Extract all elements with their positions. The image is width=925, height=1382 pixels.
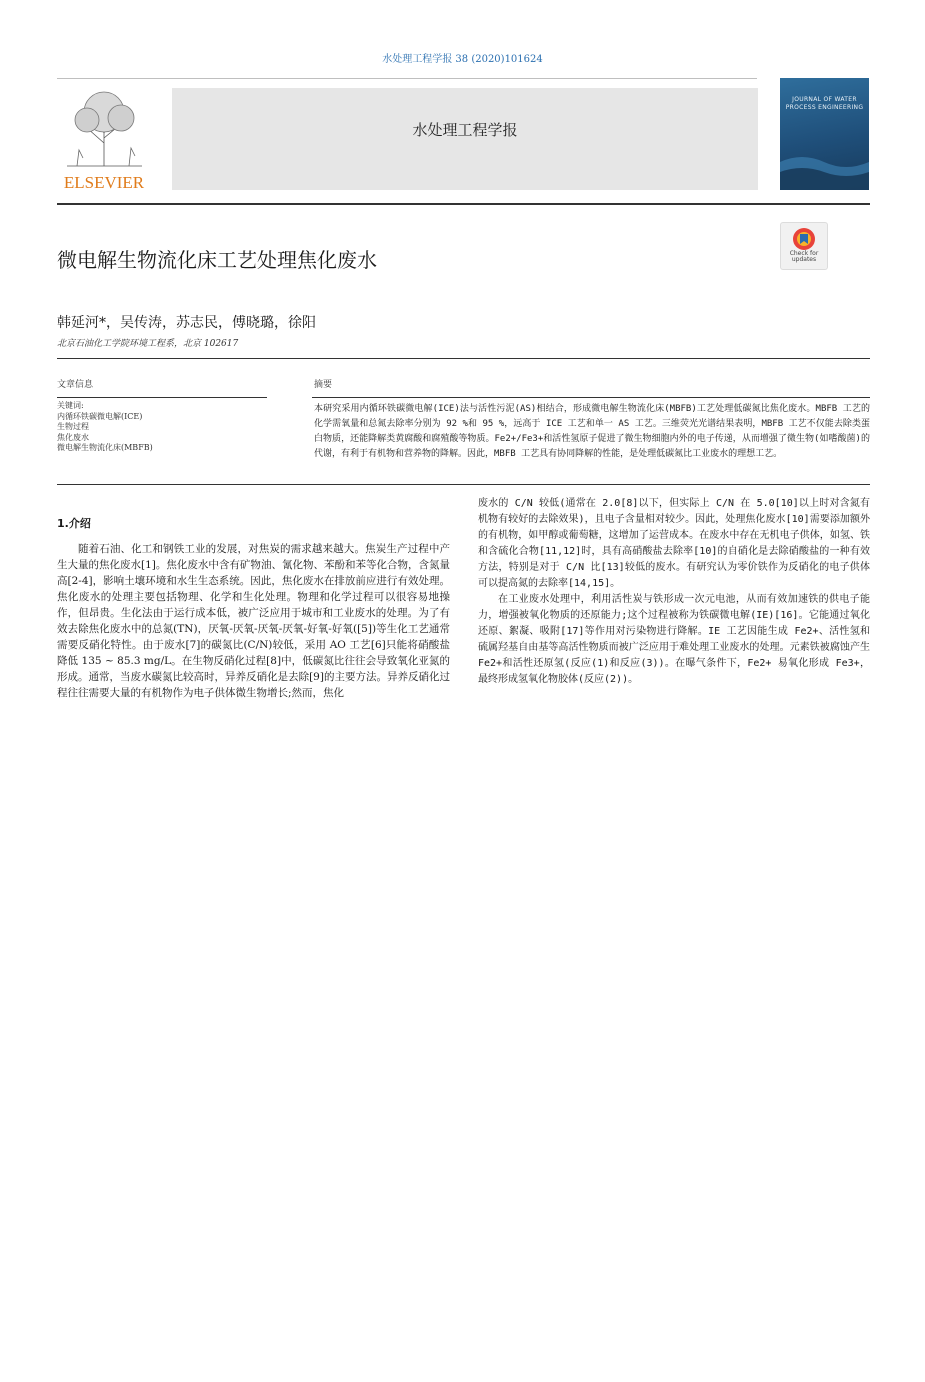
header-rule: [57, 203, 870, 205]
check-updates-label: Check for updates: [789, 250, 819, 263]
cover-wave-graphic: [780, 152, 869, 190]
article-title: 微电解生物流化床工艺处理焦化废水: [57, 248, 377, 272]
cover-title: JOURNAL OF WATER PROCESS ENGINEERING: [785, 96, 864, 111]
abstract-text: 本研究采用内循环铁碳微电解(ICE)法与活性污泥(AS)相结合，形成微电解生物流化床(MBFB)工艺处理低碳氮比焦化废水。MBFB 工艺的化学需氧量和总氮去除率分别为 92 %和 95 %，远高于 ICE 工艺和单一 AS 工艺。三维荧光光谱结果表明，MBFB 工艺不仅能去除类蛋白物质，还能降解类黄腐酸和腐殖酸等物质。Fe2+/Fe3+和活性氢原子促进了微生物细胞内外的电子传递，从而增强了微生物(如嗜酸菌)的代谢，有利于有机物和营养物的降解。因此，MBFB 工艺具有协同降解的性能，是处理低碳氮比工业废水的理想工艺。: [314, 404, 870, 459]
abstract-end-rule: [57, 484, 870, 485]
keyword-item: 焦化废水: [57, 432, 89, 442]
elsevier-logo: [57, 88, 152, 193]
body-column-left: [57, 541, 450, 701]
keyword-item: 内循环铁碳微电解(ICE): [57, 411, 143, 421]
check-updates-icon: [792, 227, 816, 251]
body-paragraph: 在工业废水处理中，利用活性炭与铁形成一次元电池，从而有效加速铁的供电子能力，增强被氧化物质的还原能力;这个过程被称为铁碳微电解(IE)[16]。它能通过氧化还原、絮凝、吸附[17]等作用对污染物进行降解。IE 工艺因能生成 Fe2+、活性氢和硫属羟基自由基等高活性物质而被广泛应用于难处理工业废水的处理。元素铁被腐蚀产生 Fe2+和活性还原氢(反应(1)和反应(3))。在曝气条件下，Fe2+ 易氧化形成 Fe3+，最终形成氢氧化物胶体(反应(2))。: [478, 594, 870, 685]
affiliation: 北京石油化工学院环境工程系，北京 102617: [57, 339, 239, 349]
keyword-item: 生物过程: [57, 422, 89, 431]
abstract-heading: 摘要: [314, 380, 333, 390]
section-heading-introduction: 1.介绍: [57, 517, 91, 530]
keywords-label: 关键词:: [57, 401, 84, 410]
section-rule: [57, 358, 870, 359]
journal-cover-image[interactable]: [780, 78, 869, 190]
keyword-item: 微电解生物流化床(MBFB): [57, 443, 153, 452]
body-paragraph: 随着石油、化工和钢铁工业的发展，对焦炭的需求越来越大。焦炭生产过程中产生大量的焦化废水[1]。焦化废水中含有矿物油、氰化物、苯酚和苯等化合物，含氮量高[2-4]，影响土壤环境和水生生态系统。因此，焦化废水在排放前应进行有效处理。焦化废水的处理主要包括物理、化学和生化处理。物理和化学过程可以很容易地操作，但昂贵。生化法由于运行成本低，被广泛应用于城市和工业废水的处理。为了有效去除焦化废水中的总氮(TN)，厌氧-厌氧-厌氧-厌氧-好氧-好氧([5])等生化工艺通常需要反硝化特性。由于废水[7]的碳氮比(C/N)较低，采用 AO 工艺[6]只能将硝酸盐降低 135 ~ 85.3 mg/L。在生物反硝化过程[8]中，低碳氮比往往会导致氧化亚氮的形成。通常，当废水碳氮比较高时，异养反硝化是去除[9]的主要方法。异养反硝化过程往往需要大量的有机物作为电子供体微生物增长;然而，焦化: [57, 543, 450, 699]
body-paragraph: 废水的 C/N 较低(通常在 2.0[8]以下，但实际上 C/N 在 5.0[10]以上时对含氮有机物有较好的去除效果)，且电子含量相对较少。因此，处理焦化废水[10]需要添加额外的有机物，如甲醇或葡萄糖，这增加了运营成本。在废水中存在无机电子供体，如氢、铁和含硫化合物[11,12]时，具有高硝酸盐去除率[10]的自硝化是去除硝酸盐的一种有效方法，特别是对于 C/N 比[13]较低的废水。有研究认为零价铁作为反硝化的电子供体可以提高氮的去除率[14,15]。: [478, 498, 870, 589]
publisher-name: ELSEVIER: [63, 173, 145, 192]
journal-reference[interactable]: 水处理工程学报 38 (2020)101624: [382, 54, 543, 65]
header-divider: [57, 78, 757, 79]
keywords-block: [57, 401, 267, 454]
journal-name[interactable]: 水处理工程学报: [412, 121, 518, 139]
article-info-rule: [57, 397, 267, 398]
abstract-rule: [312, 397, 870, 398]
check-for-updates-badge[interactable]: [780, 222, 828, 270]
author-list: 韩延河*，吴传涛，苏志民，傅晓璐，徐阳: [57, 315, 316, 331]
article-info-heading: 文章信息: [57, 380, 94, 390]
body-column-right: [478, 496, 870, 688]
journal-banner: [172, 88, 758, 190]
